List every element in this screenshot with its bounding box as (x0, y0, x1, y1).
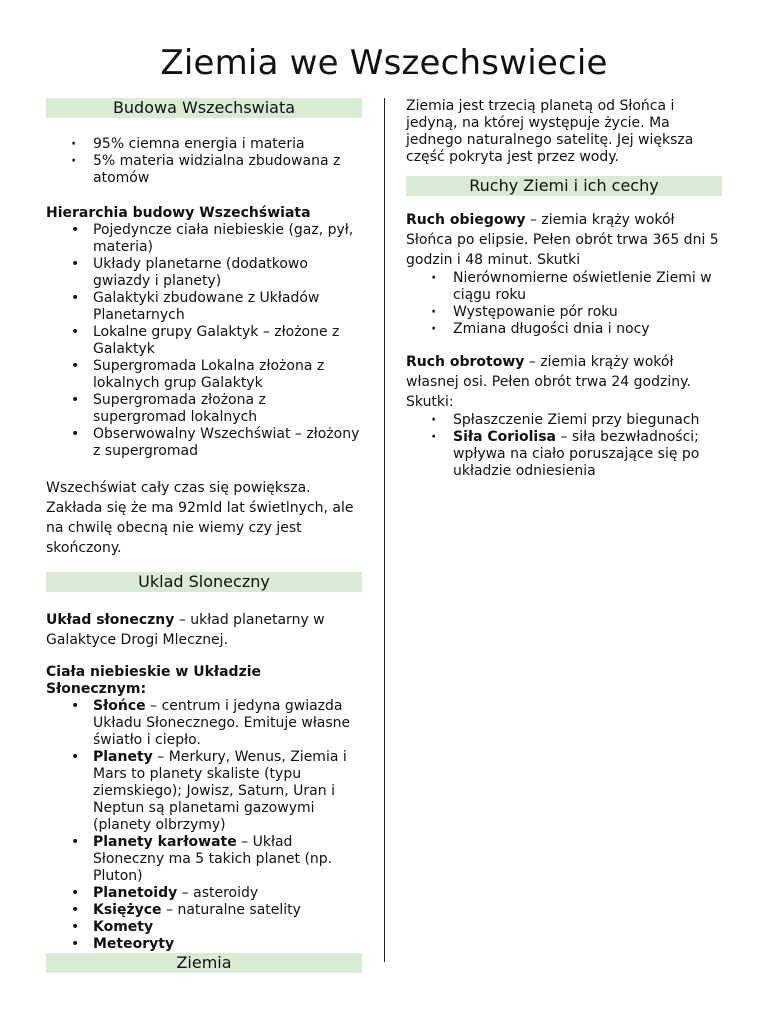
rotation-desc: – ziemia krąży wokół własnej osi. Pełen obrót trwa 24 godziny. Skutki: (406, 354, 691, 410)
body-term: Słońce (93, 698, 146, 714)
solar-term: Układ słoneczny (46, 612, 175, 628)
expansion-paragraph: Wszechświat cały czas się powiększa. Zakłada się że ma 92mld lat świetlnych, ale na chwilę obecną nie wiemy czy jest skończony. (46, 480, 354, 556)
list-item (406, 429, 722, 480)
orbital-paragraph (406, 210, 722, 270)
solar-definition (46, 610, 362, 650)
list-item: · Nierównomierne oświetlenie Ziemi w ciągu roku (406, 270, 722, 304)
list-item (46, 936, 362, 953)
list-item: · 5% materia widzialna zbudowana z atomów (46, 153, 362, 187)
list-item: · Spłaszczenie Ziemi przy biegunach (406, 412, 722, 429)
body-term: Planetoidy (93, 885, 178, 901)
hierarchy-heading: Hierarchia budowy Wszechświata (46, 205, 311, 221)
orbital-desc: – ziemia krąży wokół Słońca po elipsie. Pełen obrót trwa 365 dni 5 godzin i 48 minut. Skutki (406, 212, 719, 268)
list-item (46, 885, 362, 902)
page-title: Ziemia we Wszechswiecie (160, 43, 608, 83)
hierarchy-list (46, 222, 362, 460)
body-term: Meteoryty (93, 936, 175, 952)
list-item: • Galaktyki zbudowane z Układów Planetarnych (46, 290, 362, 324)
list-item: • Lokalne grupy Galaktyk – złożone z Galaktyk (46, 324, 362, 358)
body-desc: – Merkury, Wenus, Ziemia i Mars to planety skaliste (typu ziemskiego); Jowisz, Saturn, Uran i Neptun są planetami gazowymi (planety olbrzymy) (93, 749, 347, 833)
list-item (46, 834, 362, 885)
coriolis-desc: – siła bezwładności; wpływa na ciało poruszające się po układzie odniesienia (453, 429, 700, 479)
list-item: • Supergromada złożona z supergromad lokalnych (46, 392, 362, 426)
list-item: • Obserwowalny Wszechświat – złożony z supergromad (46, 426, 362, 460)
rotation-term: Ruch obrotowy (406, 354, 525, 370)
section-heading-ziemia: Ziemia (46, 953, 362, 973)
list-item: • Supergromada Lokalna złożona z lokalnych grup Galaktyk (46, 358, 362, 392)
body-desc: – asteroidy (177, 885, 259, 901)
rotation-effects-list (406, 412, 722, 480)
orbital-term: Ruch obiegowy (406, 212, 526, 228)
bodies-heading: Ciała niebieskie w Układzie Słonecznym: (46, 664, 262, 697)
column-divider (384, 98, 385, 962)
rotation-paragraph (406, 352, 722, 412)
section-heading-ruchy: Ruchy Ziemi i ich cechy (406, 176, 722, 196)
list-item: · Zmiana długości dnia i nocy (406, 321, 722, 338)
body-term: Planety karłowate (93, 834, 237, 850)
list-item (46, 698, 362, 749)
body-term: Księżyce (93, 902, 162, 918)
bodies-list (46, 698, 362, 953)
earth-paragraph: Ziemia jest trzecią planetą od Słońca i jedyną, na której występuje życie. Ma jednego naturalnego satelitę. Jej większa część pokryta jest przez wody. (406, 98, 694, 165)
left-column (46, 98, 362, 973)
list-item: · Występowanie pór roku (406, 304, 722, 321)
list-item: · 95% ciemna energia i materia (46, 136, 362, 153)
orbital-effects-list (406, 270, 722, 338)
section-heading-uklad: Uklad Sloneczny (46, 572, 362, 592)
body-term: Komety (93, 919, 154, 935)
coriolis-term: Siła Coriolisa (453, 429, 556, 445)
list-item (46, 749, 362, 834)
list-item: • Pojedyncze ciała niebieskie (gaz, pył, materia) (46, 222, 362, 256)
right-column (406, 98, 722, 480)
body-desc: – centrum i jedyna gwiazda Układu Słonecznego. Emituje własne światło i ciepło. (93, 698, 351, 748)
intro-list (46, 136, 362, 187)
body-term: Planety (93, 749, 153, 765)
section-heading-budowa: Budowa Wszechswiata (46, 98, 362, 118)
solar-desc: – układ planetarny w Galaktyce Drogi Mlecznej. (46, 612, 325, 648)
list-item (46, 902, 362, 919)
body-desc: – naturalne satelity (161, 902, 301, 918)
body-desc: – Układ Słoneczny ma 5 takich planet (np. Pluton) (93, 834, 333, 884)
list-item (46, 919, 362, 936)
list-item: • Układy planetarne (dodatkowo gwiazdy i planety) (46, 256, 362, 290)
